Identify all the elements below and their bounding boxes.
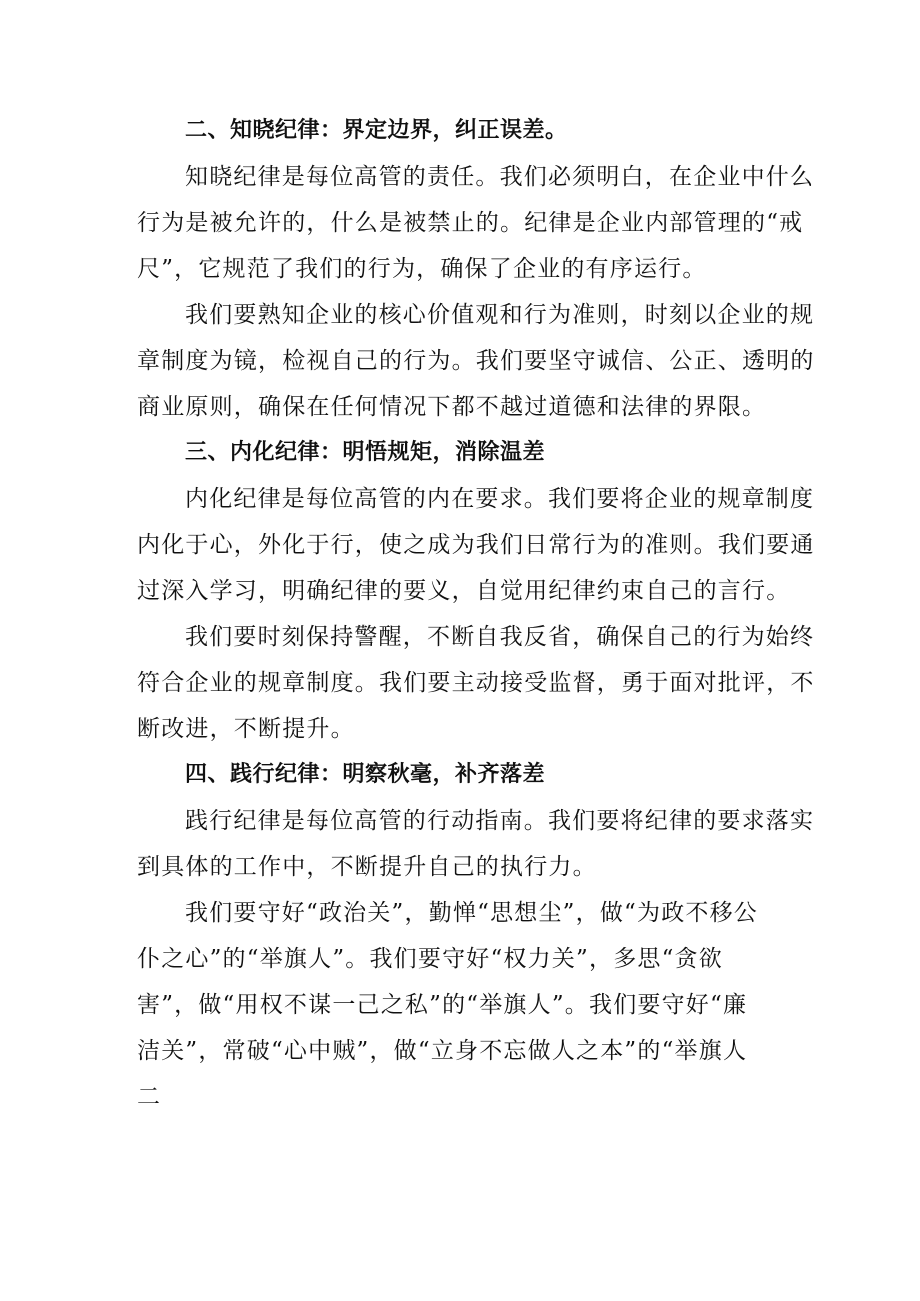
text-line: 洁关”，常破“心中贼”，做“立身不忘做人之本”的“举旗人	[137, 1038, 748, 1064]
text-line: 过深入学习，明确纪律的要义，自觉用纪律约束自己的言行。	[137, 578, 791, 604]
text-line: 断改进，不断提升。	[137, 716, 355, 742]
paragraph	[137, 154, 815, 292]
section-heading-3: 三、内化纪律：明悟规矩，消除温差	[185, 440, 546, 465]
text-line: 行为是被允许的，什么是被禁止的。纪律是企业内部管理的“戒	[137, 210, 804, 236]
text-line: 我们要守好“政治关”，勤惮“思想尘”，做“为政不移公	[185, 900, 758, 926]
section-heading-4: 四、践行纪律：明察秋毫，补齐落差	[185, 762, 546, 787]
paragraph	[137, 292, 815, 430]
text-line: 我们要熟知企业的核心价值观和行为准则，时刻以企业的规	[185, 302, 815, 328]
paragraph	[137, 476, 815, 614]
text-line: 我们要时刻保持警醒，不断自我反省，确保自己的行为始终	[185, 624, 815, 650]
text-line: 内化纪律是每位高管的内在要求。我们要将企业的规章制度	[185, 486, 815, 512]
section-heading-2: 二、知晓纪律：界定边界，纠正误差。	[185, 118, 568, 143]
text-line: 践行纪律是每位高管的行动指南。我们要将纪律的要求落实	[185, 808, 815, 834]
text-line: 仆之心”的“举旗人”。我们要守好“权力关”，多思“贪欲	[137, 946, 723, 972]
text-line: 害”，做“用权不谋一己之私”的“举旗人”。我们要守好“廉	[137, 992, 748, 1018]
text-line: 内化于心，外化于行，使之成为我们日常行为的准则。我们要通	[137, 532, 815, 558]
text-line: 到具体的工作中，不断提升自己的执行力。	[137, 854, 597, 880]
paragraph	[137, 798, 815, 890]
paragraph	[137, 614, 815, 752]
text-line: 知晓纪律是每位高管的责任。我们必须明白，在企业中什么	[185, 164, 815, 190]
text-line: 尺”，它规范了我们的行为，确保了企业的有序运行。	[137, 256, 707, 282]
paragraph	[137, 890, 787, 1120]
text-line: 商业原则，确保在任何情况下都不越过道德和法律的界限。	[137, 394, 767, 420]
text-line: 符合企业的规章制度。我们要主动接受监督，勇于面对批评，不	[137, 670, 815, 696]
text-line: 二	[137, 1084, 162, 1110]
document-page	[137, 108, 815, 1120]
text-line: 章制度为镜，检视自己的行为。我们要坚守诚信、公正、透明的	[137, 348, 815, 374]
